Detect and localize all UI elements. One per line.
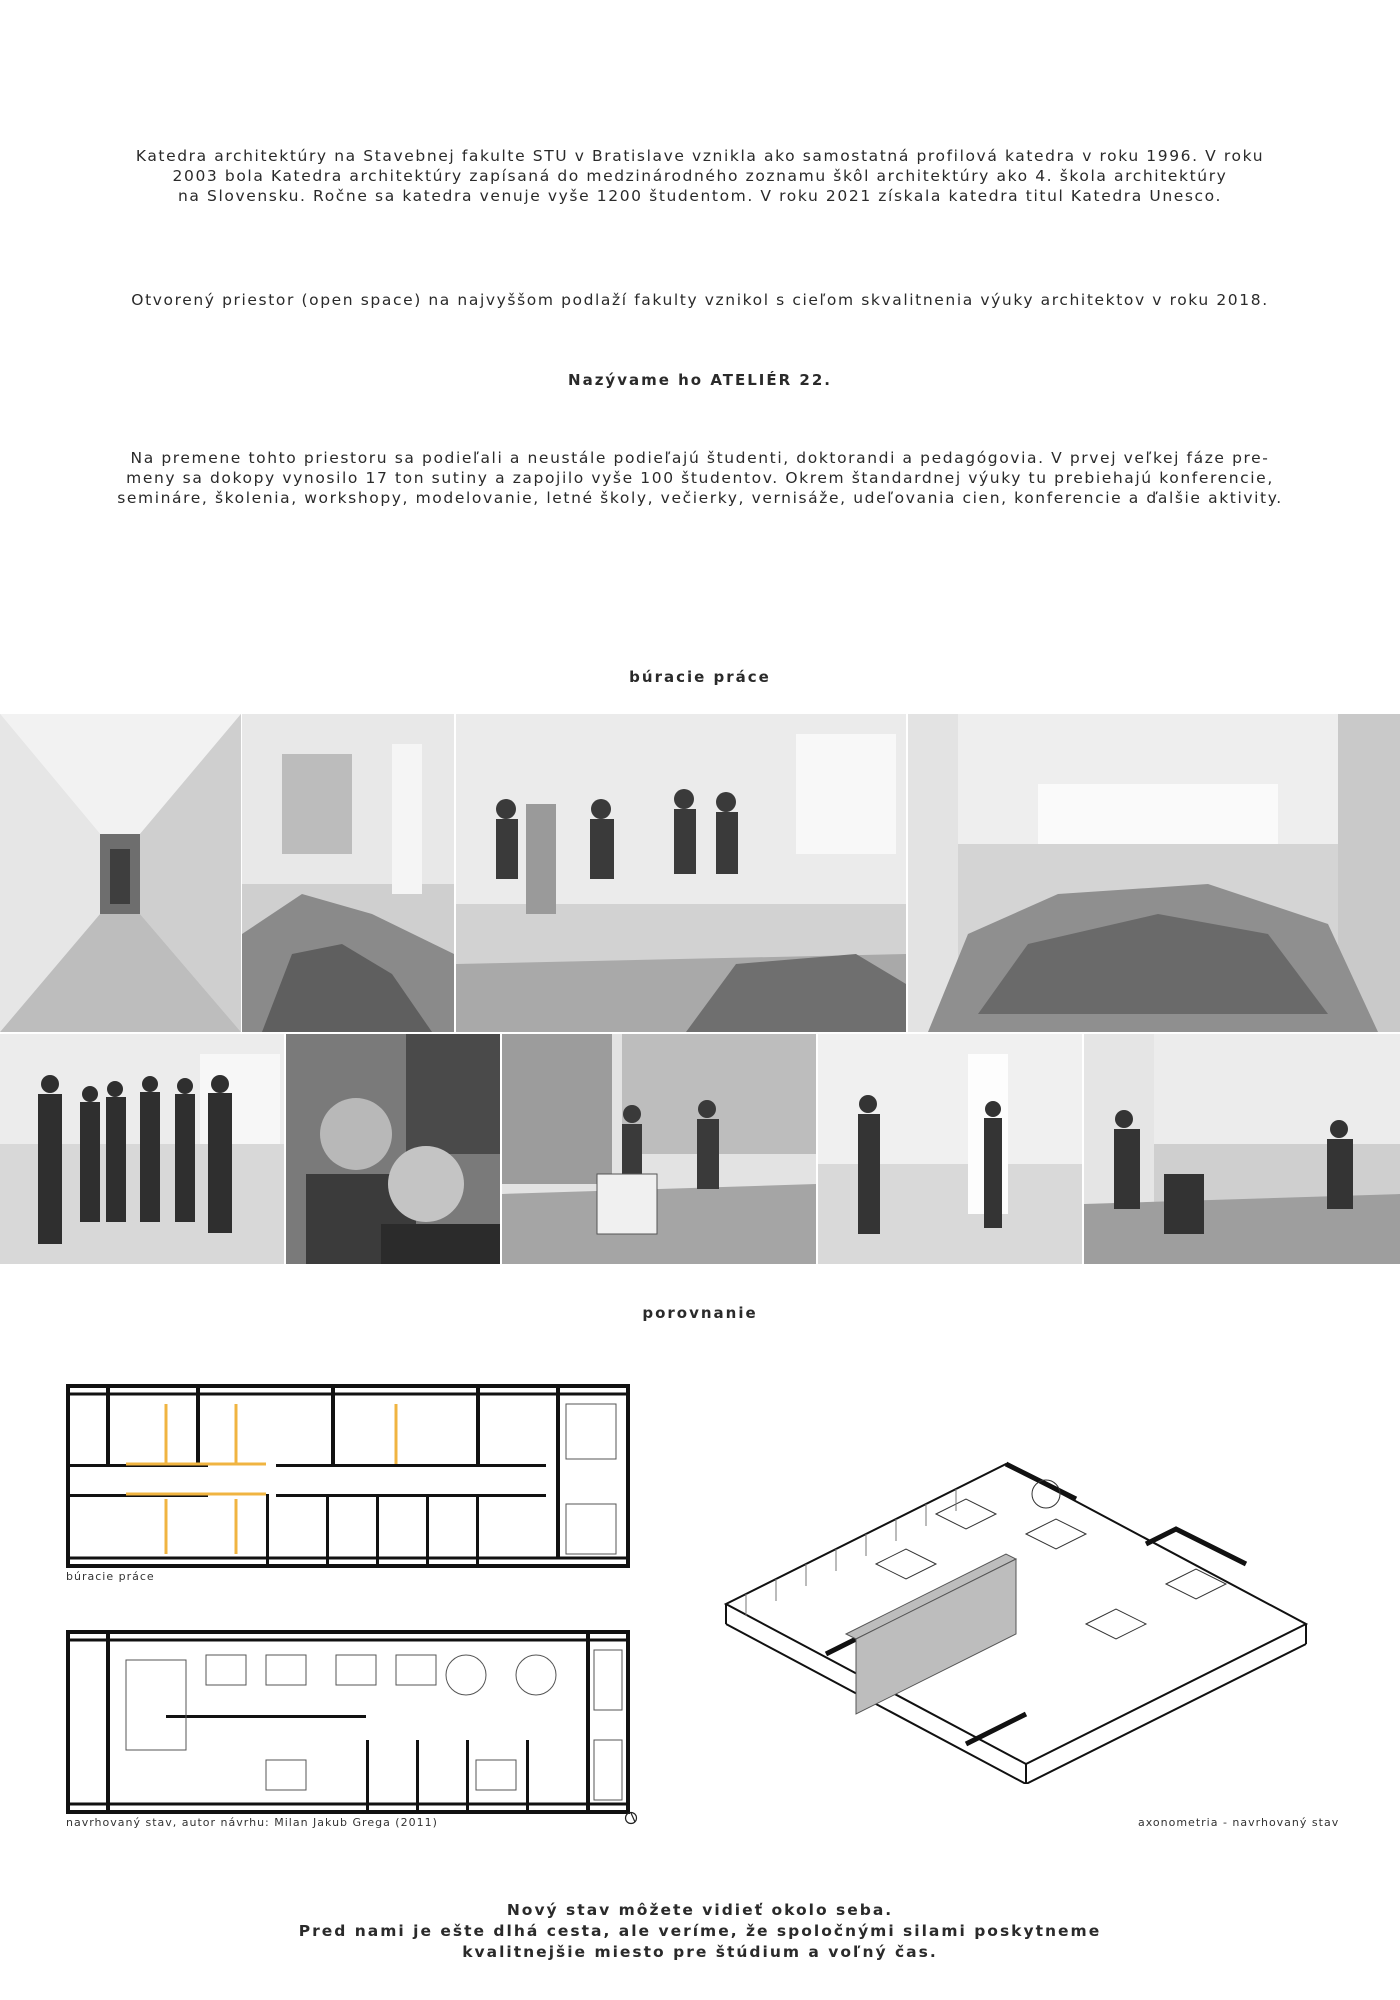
photo-selfie — [286, 1034, 500, 1264]
caption-axonometry: axonometria - navrhovaný stav — [1138, 1816, 1340, 1829]
floor-plan-demolition — [66, 1384, 630, 1568]
photo-painting — [818, 1034, 1082, 1264]
section-heading-comparison: porovnanie — [642, 1304, 758, 1322]
closing-paragraph — [200, 1900, 1200, 1963]
floor-plan-proposed — [66, 1630, 630, 1814]
closing-line-2: Pred nami je ešte dlhá cesta, ale veríme, že spoločnými silami poskytneme — [298, 1922, 1102, 1940]
open-space-paragraph: Otvorený priestor (open space) na najvyššom podlaží fakulty vznikol s cieľom skvalitnenia výuky architektov v roku 2018. — [131, 291, 1269, 309]
transform-line-3: semináre, školenia, workshopy, modelovanie, letné školy, večierky, vernisáže, udeľovania cien, konferencie a ďalšie aktivity. — [117, 489, 1283, 507]
transform-line-1: Na premene tohto priestoru sa podieľali a neustále podieľajú študenti, doktorandi a pedagógovia. V prvej veľkej fáze pre- — [130, 449, 1270, 467]
intro-line-3: na Slovensku. Ročne sa katedra venuje vyše 1200 študentom. V roku 2021 získala katedra titul Katedra Unesco. — [177, 187, 1223, 205]
photo-rubble-room — [242, 714, 454, 1032]
closing-line-3: kvalitnejšie miesto pre štúdium a voľný čas. — [462, 1943, 938, 1961]
photo-outdoor-cheer — [502, 1034, 816, 1264]
photo-team-group — [0, 1034, 284, 1264]
intro-line-1: Katedra architektúry na Stavebnej fakulte STU v Bratislave vznikla ako samostatná profilová katedra v roku 1996. V roku — [135, 147, 1265, 165]
transform-line-2: meny sa dokopy vynosilo 17 ton sutiny a zapojilo vyše 100 študentov. Okrem štandardnej výuky tu prebiehajú konferencie, — [126, 469, 1274, 487]
atelier-name: Nazývame ho ATELIÉR 22. — [568, 371, 832, 389]
section-heading-demolition: búracie práce — [629, 668, 771, 686]
caption-plan-proposed: navrhovaný stav, autor návrhu: Milan Jakub Grega (2011) — [66, 1816, 438, 1829]
transformation-paragraph — [60, 448, 1340, 508]
photo-students-cleaning — [456, 714, 906, 1032]
intro-line-2: 2003 bola Katedra architektúry zapísaná do medzinárodného zoznamu škôl architektúry ako 4. škola architektúry — [172, 167, 1228, 185]
caption-plan-demolition: búracie práce — [66, 1570, 155, 1583]
closing-line-1: Nový stav môžete vidieť okolo seba. — [506, 1901, 894, 1919]
photo-corridor — [0, 714, 241, 1032]
north-arrow-icon — [624, 1810, 638, 1824]
photo-rubble-open-space — [908, 714, 1400, 1032]
photo-floor-work — [1084, 1034, 1400, 1264]
intro-paragraph — [60, 146, 1340, 206]
axonometry-drawing — [706, 1384, 1326, 1784]
